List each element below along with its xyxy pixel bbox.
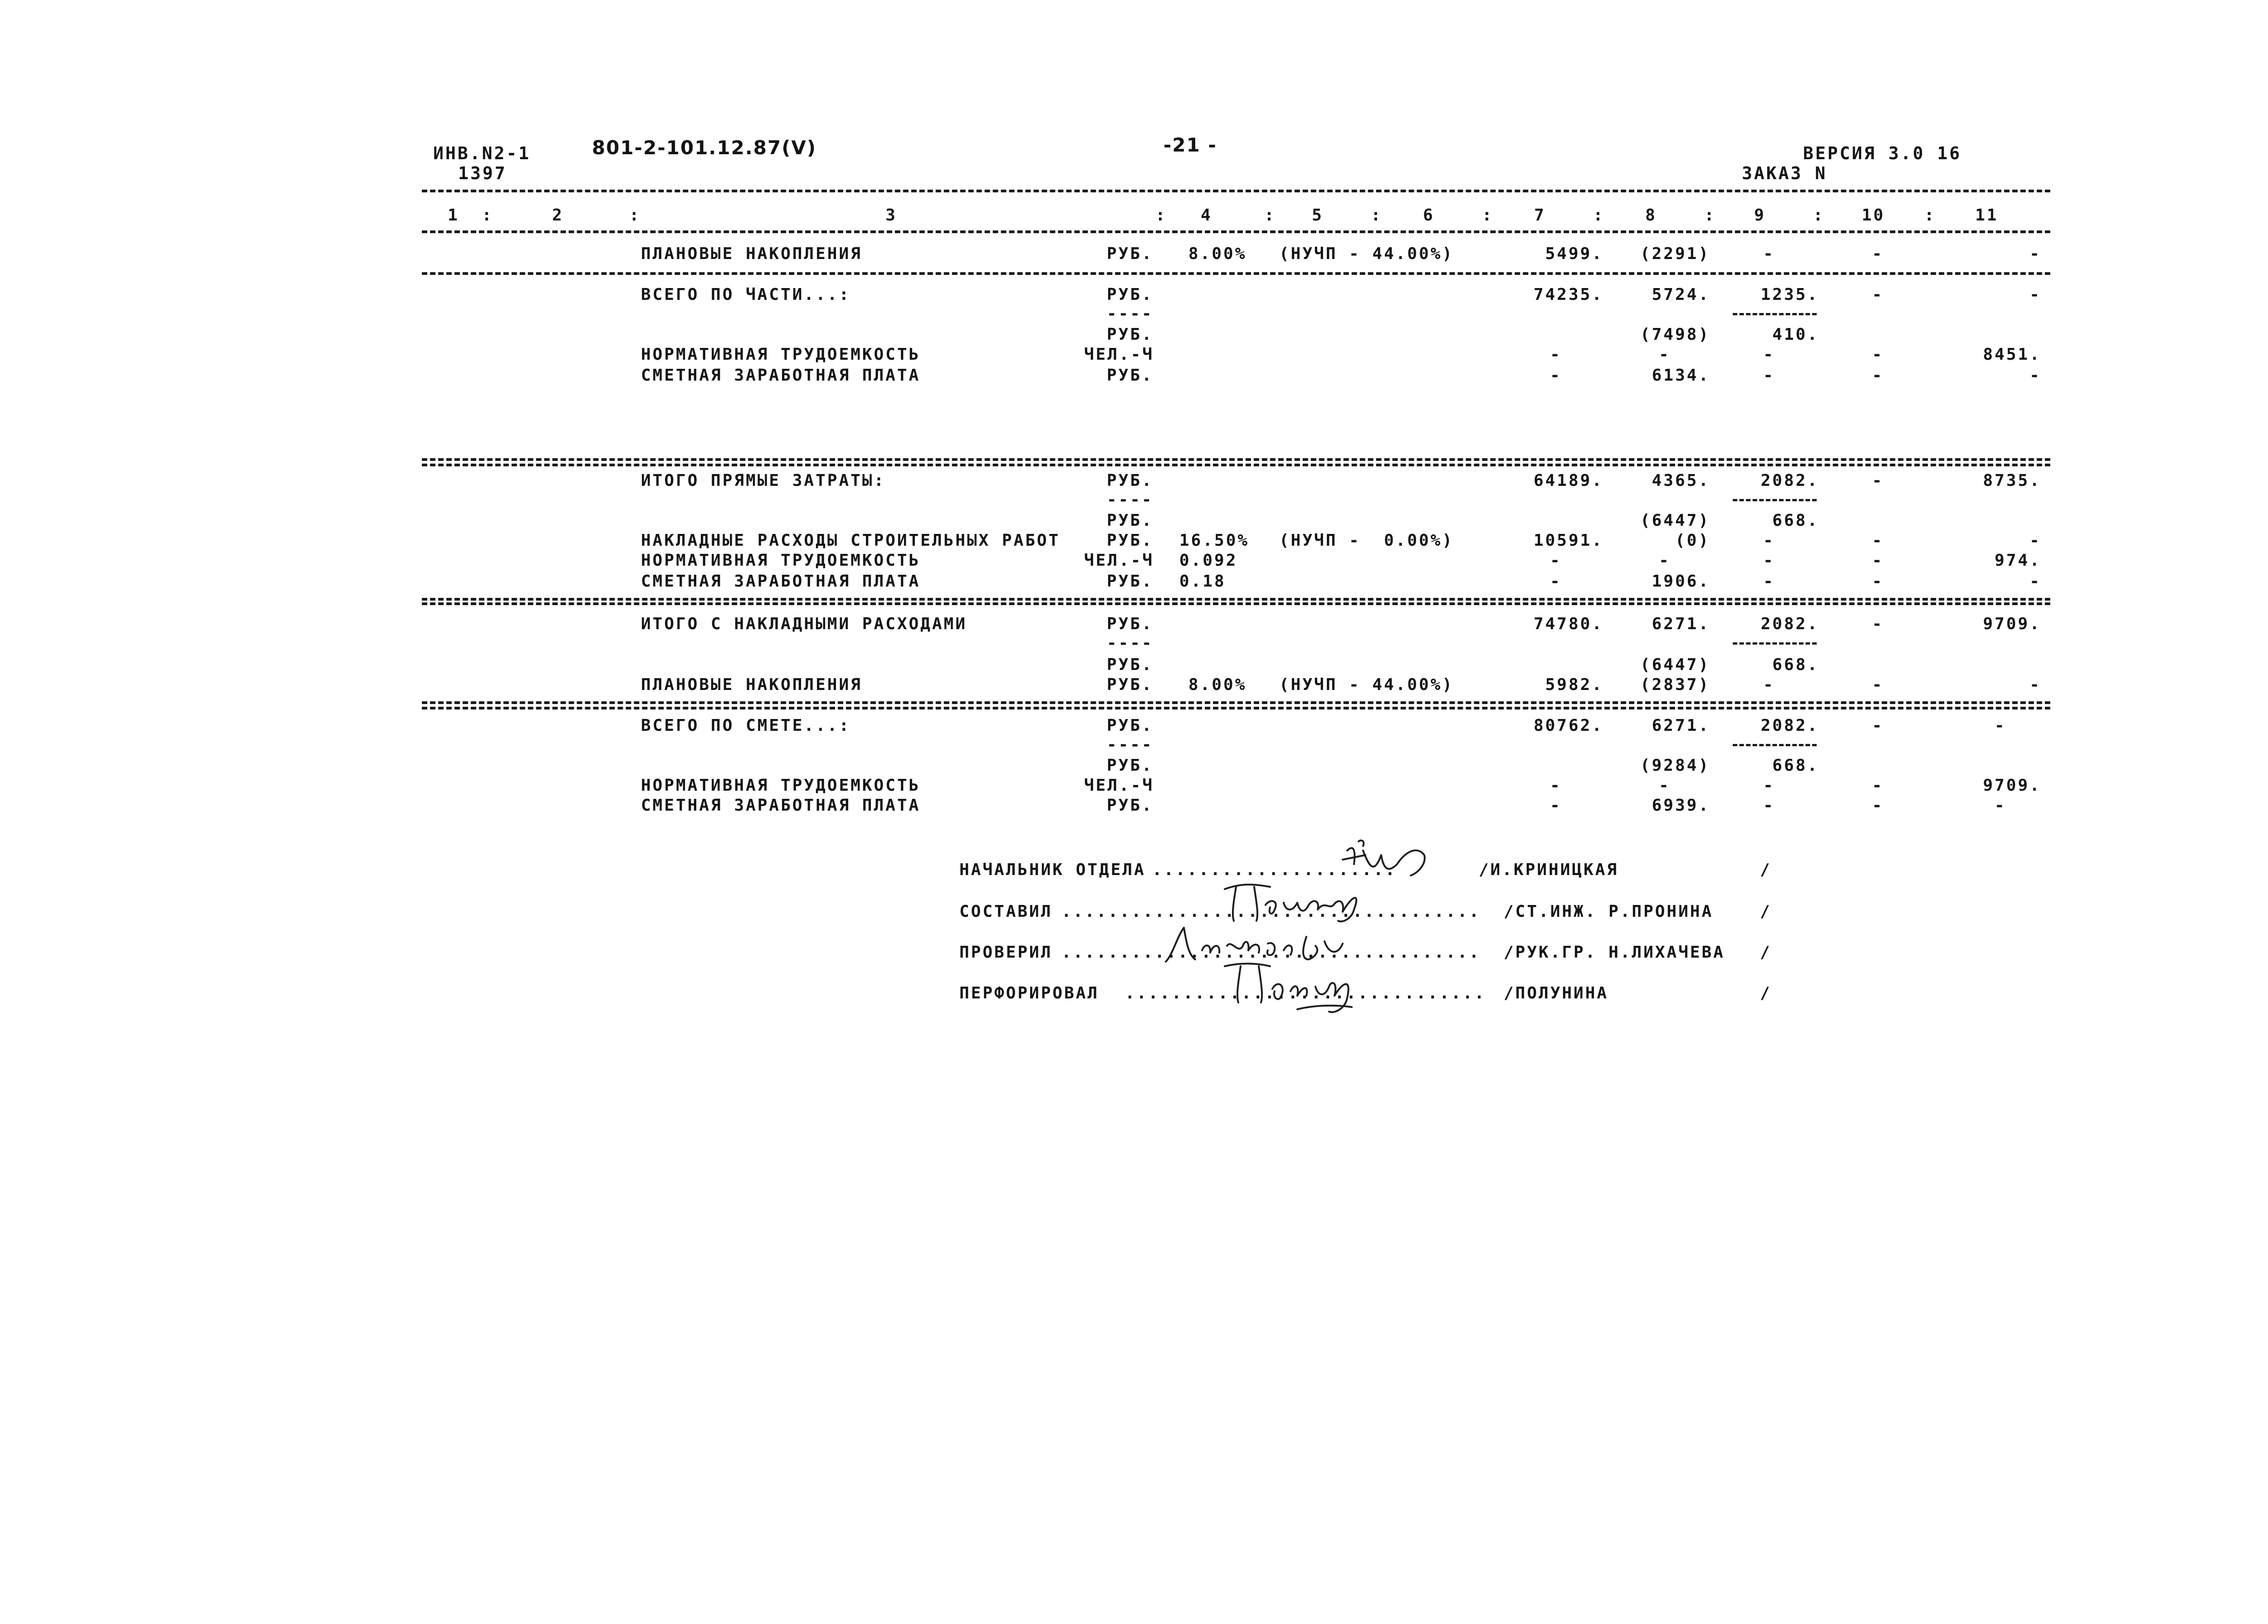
- row-unit: РУБ.: [1107, 245, 1154, 263]
- cell-col10: -: [1872, 531, 1884, 550]
- cell-col9: 668.: [1772, 511, 1819, 530]
- cell-col7: 64189.: [1533, 471, 1603, 490]
- column-separator: :: [1924, 206, 1936, 225]
- rule-block4-bottom: [422, 701, 2050, 704]
- signature-name: /СТ.ИНЖ. Р.ПРОНИНА: [1504, 902, 1714, 921]
- inventory-label: ИНВ.N2-1: [433, 143, 531, 163]
- row-unit: РУБ.: [1107, 675, 1154, 694]
- row-unit: РУБ.: [1107, 796, 1154, 815]
- signature-dots: ....................................: [1061, 943, 1481, 962]
- row-label: НОРМАТИВНАЯ ТРУДОЕМКОСТЬ: [641, 551, 921, 570]
- cell-col9: 2082.: [1760, 716, 1819, 735]
- column-separator: :: [1155, 206, 1167, 225]
- cell-underline: [1733, 642, 1817, 645]
- cell-col8: 1906.: [1652, 572, 1710, 591]
- column-separator: :: [1264, 206, 1276, 225]
- unit-underline: ----: [1107, 304, 1154, 323]
- cell-col9: 668.: [1772, 756, 1819, 775]
- row-unit: РУБ.: [1107, 325, 1154, 344]
- cell-col9: -: [1763, 345, 1775, 364]
- signature-role: ПРОВЕРИЛ: [959, 943, 1053, 962]
- row-label: СМЕТНАЯ ЗАРАБОТНАЯ ПЛАТА: [641, 572, 921, 591]
- cell-col10: -: [1872, 776, 1884, 795]
- cell-col7: -: [1550, 776, 1562, 795]
- signature-dots: .....................: [1152, 861, 1397, 879]
- cell-col8: (2291): [1640, 245, 1710, 263]
- rule-block1: [422, 272, 2050, 275]
- cell-col9: 668.: [1772, 655, 1819, 674]
- row-percent: 0.092: [1179, 551, 1238, 570]
- row-overhead-rate: (НУЧП - 44.00%): [1279, 245, 1454, 263]
- cell-col11: -: [1994, 796, 2006, 815]
- cell-col9: 2082.: [1760, 471, 1819, 490]
- cell-col9: -: [1763, 796, 1775, 815]
- cell-col8: -: [1659, 776, 1671, 795]
- rule-block3-top: [422, 458, 2050, 461]
- rule-top: [422, 190, 2050, 192]
- unit-underline: ----: [1107, 634, 1154, 652]
- row-label: ВСЕГО ПО ЧАСТИ...:: [641, 285, 851, 304]
- column-separator: :: [1704, 206, 1716, 225]
- signature-name: /ПОЛУНИНА: [1504, 984, 1609, 1003]
- cell-col8: (9284): [1640, 756, 1710, 775]
- row-unit: РУБ.: [1107, 471, 1154, 490]
- row-unit: РУБ.: [1107, 285, 1154, 304]
- cell-col8: -: [1659, 551, 1671, 570]
- cell-col10: -: [1872, 471, 1884, 490]
- cell-col9: -: [1763, 366, 1775, 385]
- signature-close: /: [1760, 984, 1772, 1003]
- column-number: 9: [1754, 206, 1766, 225]
- cell-col10: -: [1872, 615, 1884, 633]
- cell-col11: -: [2029, 285, 2041, 304]
- version-label: ВЕРСИЯ 3.0 16: [1803, 143, 1962, 163]
- cell-col8: (6447): [1640, 511, 1710, 530]
- cell-col11: -: [2029, 572, 2041, 591]
- cell-col11: 8451.: [1983, 345, 2041, 364]
- cell-col8: (7498): [1640, 325, 1710, 344]
- signature-close: /: [1760, 902, 1772, 921]
- page-number: -21 -: [1163, 134, 1217, 156]
- cell-col10: -: [1872, 796, 1884, 815]
- row-overhead-rate: (НУЧП - 0.00%): [1279, 531, 1454, 550]
- column-number: 11: [1975, 206, 1999, 225]
- column-number: 4: [1201, 206, 1212, 225]
- row-label: СМЕТНАЯ ЗАРАБОТНАЯ ПЛАТА: [641, 366, 921, 385]
- cell-col8: 6271.: [1652, 615, 1710, 633]
- cell-col7: 74780.: [1533, 615, 1603, 633]
- handwritten-signature-operator: [1216, 959, 1379, 1018]
- unit-underline: ----: [1107, 490, 1154, 509]
- column-number: 1: [448, 206, 459, 225]
- cell-col8: -: [1659, 345, 1671, 364]
- cell-col8: (2837): [1640, 675, 1710, 694]
- cell-col11: 9709.: [1983, 776, 2041, 795]
- cell-underline: [1733, 499, 1817, 501]
- cell-col7: 10591.: [1533, 531, 1603, 550]
- row-unit: ЧЕЛ.-Ч: [1084, 345, 1154, 364]
- cell-col9: -: [1763, 245, 1775, 263]
- rule-block3-bottom: [422, 598, 2050, 601]
- row-unit: РУБ.: [1107, 655, 1154, 674]
- row-label: ВСЕГО ПО СМЕТЕ...:: [641, 716, 851, 735]
- cell-col7: 5982.: [1545, 675, 1603, 694]
- cell-col7: 5499.: [1545, 245, 1603, 263]
- inventory-number: 1397: [458, 163, 507, 183]
- cell-col8: (0): [1675, 531, 1710, 550]
- cell-col7: 74235.: [1533, 285, 1603, 304]
- cell-col9: -: [1763, 572, 1775, 591]
- signature-role: СОСТАВИЛ: [959, 902, 1053, 921]
- cell-col11: -: [1994, 716, 2006, 735]
- row-percent: 8.00%: [1188, 675, 1247, 694]
- column-separator: :: [1593, 206, 1605, 225]
- row-label: НОРМАТИВНАЯ ТРУДОЕМКОСТЬ: [641, 345, 921, 364]
- cell-col8: 6939.: [1652, 796, 1710, 815]
- cell-col8: (6447): [1640, 655, 1710, 674]
- row-label: ИТОГО ПРЯМЫЕ ЗАТРАТЫ:: [641, 471, 886, 490]
- row-overhead-rate: (НУЧП - 44.00%): [1279, 675, 1454, 694]
- column-separator: :: [629, 206, 641, 225]
- cell-col8: 6271.: [1652, 716, 1710, 735]
- cell-col10: -: [1872, 366, 1884, 385]
- cell-col8: 5724.: [1652, 285, 1710, 304]
- cell-col10: -: [1872, 245, 1884, 263]
- unit-underline: ----: [1107, 735, 1154, 754]
- row-unit: ЧЕЛ.-Ч: [1084, 776, 1154, 795]
- cell-col11: -: [2029, 675, 2041, 694]
- row-unit: РУБ.: [1107, 756, 1154, 775]
- rule-block4-bottom2: [422, 707, 2050, 709]
- column-number: 8: [1645, 206, 1657, 225]
- cell-col9: -: [1763, 551, 1775, 570]
- row-unit: РУБ.: [1107, 366, 1154, 385]
- cell-col9: -: [1763, 776, 1775, 795]
- cell-col11: -: [2029, 531, 2041, 550]
- signature-close: /: [1760, 861, 1772, 879]
- cell-col7: -: [1550, 796, 1562, 815]
- signature-dots: ....................................: [1061, 902, 1481, 921]
- row-unit: ЧЕЛ.-Ч: [1084, 551, 1154, 570]
- signature-name: /РУК.ГР. Н.ЛИХАЧЕВА: [1504, 943, 1725, 962]
- row-label: ПЛАНОВЫЕ НАКОПЛЕНИЯ: [641, 245, 862, 263]
- column-number: 7: [1534, 206, 1546, 225]
- cell-col10: -: [1872, 675, 1884, 694]
- row-percent: 8.00%: [1188, 245, 1247, 263]
- cell-col8: 4365.: [1652, 471, 1710, 490]
- cell-col8: 6134.: [1652, 366, 1710, 385]
- column-separator: :: [1813, 206, 1825, 225]
- cell-underline: [1733, 744, 1817, 746]
- cell-col7: -: [1550, 366, 1562, 385]
- rule-header-bottom: [422, 230, 2050, 233]
- column-number: 3: [885, 206, 897, 225]
- cell-col9: 2082.: [1760, 615, 1819, 633]
- cell-col11: -: [2029, 366, 2041, 385]
- cell-col7: -: [1550, 551, 1562, 570]
- cell-col10: -: [1872, 551, 1884, 570]
- row-label: НОРМАТИВНАЯ ТРУДОЕМКОСТЬ: [641, 776, 921, 795]
- row-label: ИТОГО С НАКЛАДНЫМИ РАСХОДАМИ: [641, 615, 967, 633]
- signature-name: /И.КРИНИЦКАЯ: [1479, 861, 1619, 879]
- cell-col11: 9709.: [1983, 615, 2041, 633]
- column-separator: :: [1482, 206, 1494, 225]
- row-unit: РУБ.: [1107, 531, 1154, 550]
- row-percent: 0.18: [1179, 572, 1226, 591]
- rule-block3-top2: [422, 464, 2050, 466]
- cell-col11: 8735.: [1983, 471, 2041, 490]
- row-label: НАКЛАДНЫЕ РАСХОДЫ СТРОИТЕЛЬНЫХ РАБОТ: [641, 531, 1061, 550]
- cell-col10: -: [1872, 345, 1884, 364]
- cell-col10: -: [1872, 285, 1884, 304]
- cell-col10: -: [1872, 572, 1884, 591]
- signature-role: ПЕРФОРИРОВАЛ: [959, 984, 1100, 1003]
- column-number: 6: [1423, 206, 1435, 225]
- rule-block3-bottom2: [422, 602, 2050, 605]
- signature-role: НАЧАЛЬНИК ОТДЕЛА: [959, 861, 1146, 879]
- cell-underline: [1733, 313, 1817, 315]
- column-number: 5: [1312, 206, 1324, 225]
- cell-col7: 80762.: [1533, 716, 1603, 735]
- cell-col7: -: [1550, 572, 1562, 591]
- project-code: 801-2-101.12.87(V): [592, 137, 817, 159]
- column-separator: :: [482, 206, 494, 225]
- cell-col9: -: [1763, 675, 1775, 694]
- row-unit: РУБ.: [1107, 716, 1154, 735]
- row-label: ПЛАНОВЫЕ НАКОПЛЕНИЯ: [641, 675, 862, 694]
- cell-col9: 410.: [1772, 325, 1819, 344]
- row-unit: РУБ.: [1107, 615, 1154, 633]
- cell-col11: 974.: [1994, 551, 2041, 570]
- order-label: ЗАКАЗ N: [1742, 163, 1828, 183]
- cell-col9: -: [1763, 531, 1775, 550]
- row-label: СМЕТНАЯ ЗАРАБОТНАЯ ПЛАТА: [641, 796, 921, 815]
- cell-col9: 1235.: [1760, 285, 1819, 304]
- signature-dots: ...............................: [1125, 984, 1486, 1003]
- cell-col11: -: [2029, 245, 2041, 263]
- cell-col10: -: [1872, 716, 1884, 735]
- row-unit: РУБ.: [1107, 511, 1154, 530]
- signature-close: /: [1760, 943, 1772, 962]
- column-separator: :: [1371, 206, 1383, 225]
- row-unit: РУБ.: [1107, 572, 1154, 591]
- row-percent: 16.50%: [1179, 531, 1250, 550]
- cell-col7: -: [1550, 345, 1562, 364]
- column-number: 10: [1862, 206, 1885, 225]
- column-number: 2: [552, 206, 564, 225]
